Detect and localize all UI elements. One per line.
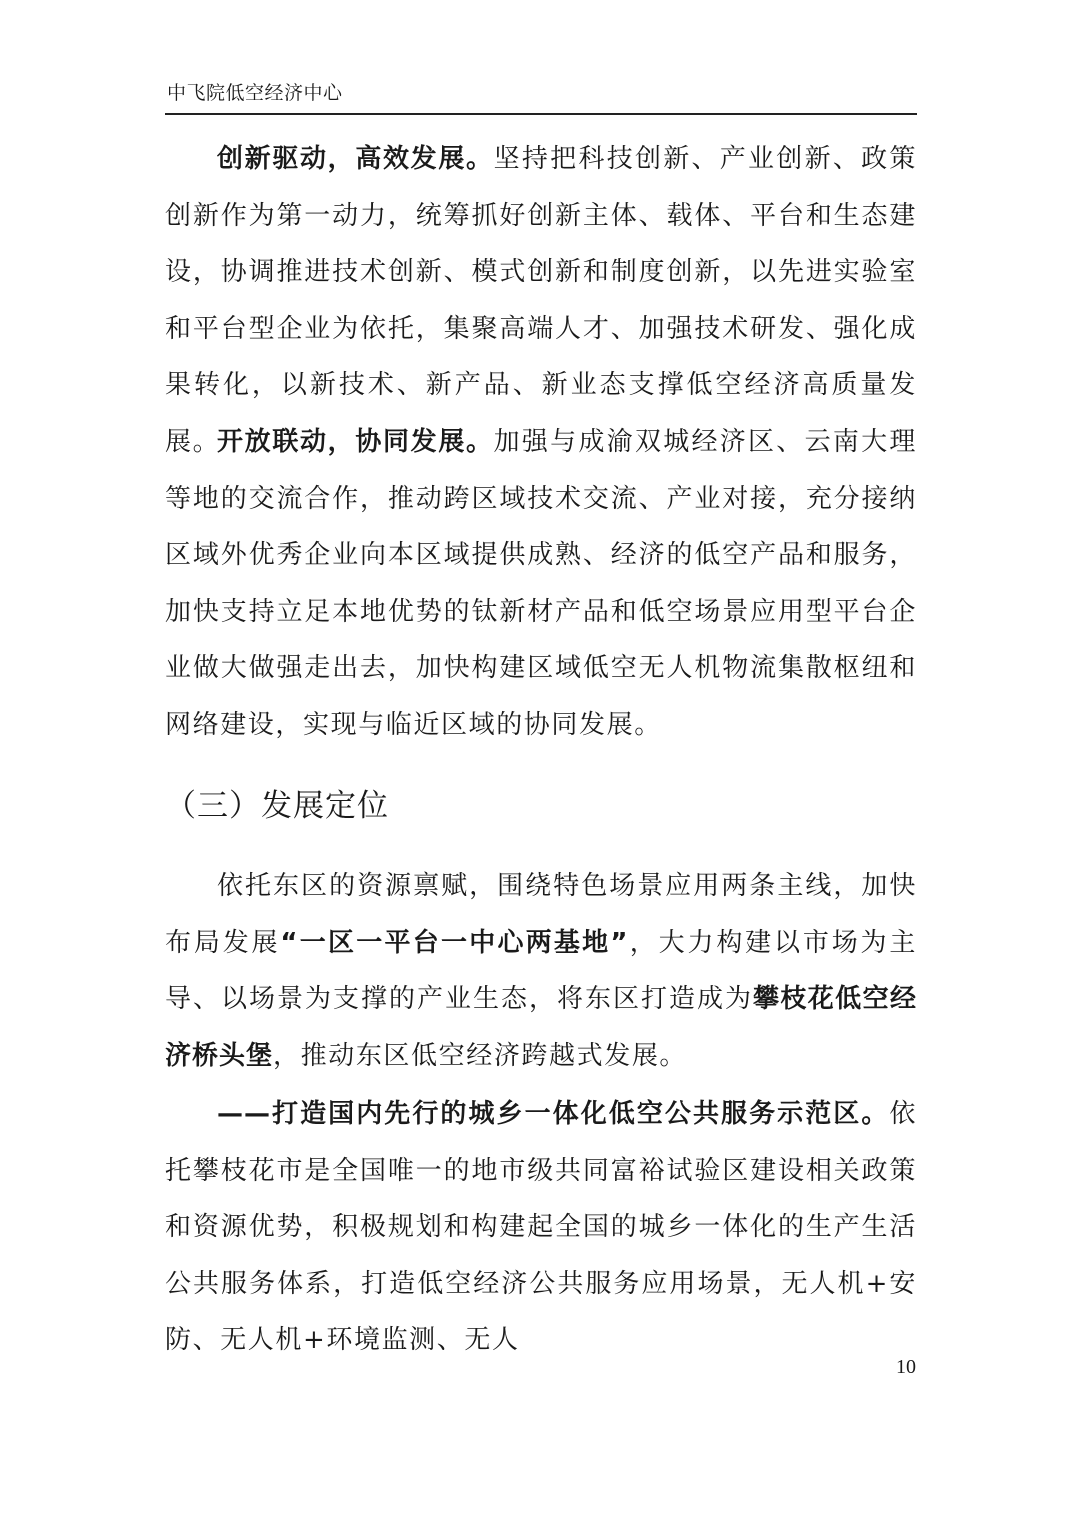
page-number: 10 [896,1356,916,1378]
paragraph-lead: 开放联动，协同发展。 [217,427,494,457]
paragraph-openness [165,414,917,753]
paragraph-text: ，大力构建以市场为主导、以场景为支撑的产业生态，将东区打造成为 [165,927,917,1014]
paragraph-lead: 创新驱动，高效发展。 [217,144,494,174]
header-divider [165,113,917,115]
header-title: 中飞院低空经济中心 [167,82,343,104]
emphasis-text: “一区一平台一中心两基地” [280,927,629,958]
emphasis-text: 攀枝花低空经济桥头堡 [165,984,917,1071]
paragraph-text: ，推动东区低空经济跨越式发展。 [273,1040,688,1071]
paragraph-demo-zone [165,1086,917,1369]
paragraph-text: 加强与成渝双城经济区、云南大理等地的交流合作，推动跨区域技术交流、产业对接，充分接纳区域外优秀企业向本区域提供成熟、经济的低空产品和服务，加快支持立足本地优势的钛新材产品和低空场景应用型平台企业做大做强走出去，加快构建区域低空无人机物流集散枢纽和网络建设，实现与临近区域的协同发展。 [165,427,917,740]
paragraph-positioning [165,858,917,1084]
paragraph-text: 坚持把科技创新、产业创新、政策创新作为第一动力，统筹抓好创新主体、载体、平台和生态建设，协调推进技术创新、模式创新和制度创新，以先进实验室和平台型企业为依托，集聚高端人才、加强技术研发、强化成果转化，以新技术、新产品、新业态支撑低空经济高质量发展。 [165,144,917,457]
paragraph-text: 依托攀枝花市是全国唯一的地市级共同富裕试验区建设相关政策和资源优势，积极规划和构建起全国的城乡一体化的生产生活公共服务体系，打造低空经济公共服务应用场景，无人机+安防、无人机+环境监测、无人 [165,1099,917,1355]
page-header [165,78,917,115]
paragraph-text: 依托东区的资源禀赋，围绕特色场景应用两条主线，加快布局发展 [165,871,917,958]
paragraph-lead: ——打造国内先行的城乡一体化低空公共服务示范区。 [217,1099,890,1129]
section-heading: （三）发展定位 [165,788,389,824]
